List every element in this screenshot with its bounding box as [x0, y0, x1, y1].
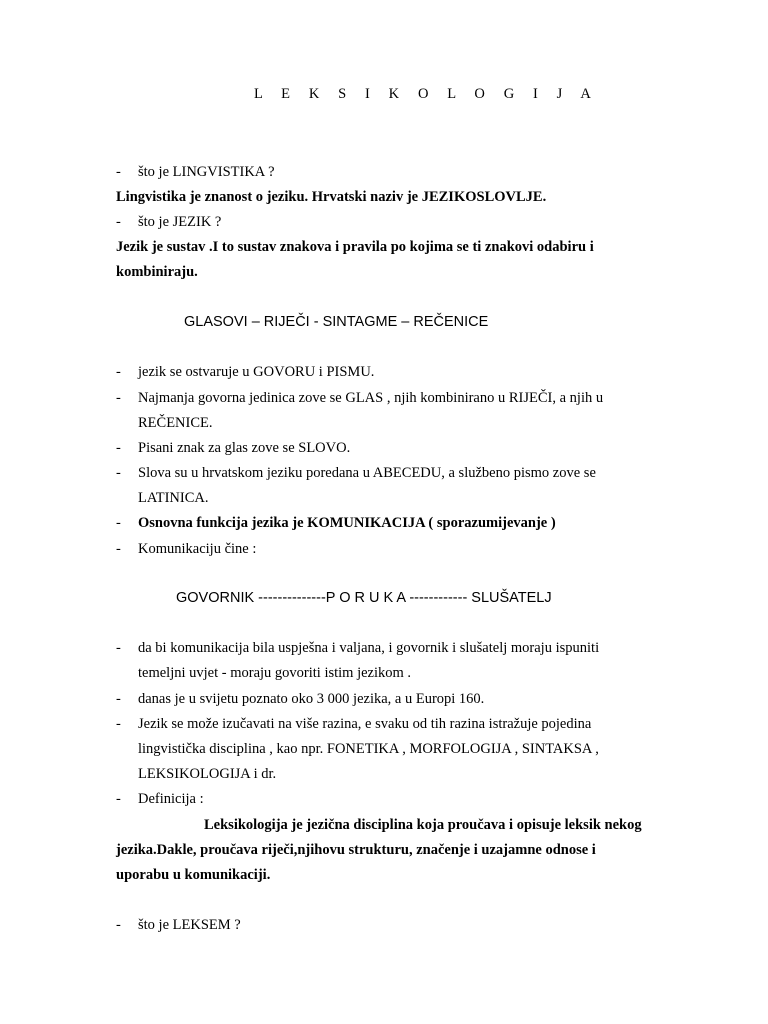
- bullet-uvjet-line1: da bi komunikacija bila uspješna i valjana, i govornik i slušatelj moraju ispuniti: [138, 640, 600, 656]
- language-units-line: GLASOVI – RIJEČI - SINTAGME – REČENICE: [184, 314, 489, 330]
- bullet-dash: -: [116, 390, 121, 406]
- bullet-razine-line1: Jezik se može izučavati na više razina, e svaku od tih razina istražuje pojedina: [138, 716, 592, 732]
- question-lingvistika: što je LINGVISTIKA ?: [138, 164, 275, 180]
- definition-line2: jezika.Dakle, proučava riječi,njihovu strukturu, značenje i uzajamne odnose i: [116, 842, 596, 858]
- document-title: L E K S I K O L O G I J A: [254, 86, 599, 102]
- bullet-dash: -: [116, 791, 121, 807]
- bullet-dash: -: [116, 917, 121, 933]
- answer-jezik-line1: Jezik je sustav .I to sustav znakova i pravila po kojima se ti znakovi odabiru i: [116, 239, 594, 255]
- bullet-dash: -: [116, 440, 121, 456]
- bullet-glas-line1: Najmanja govorna jedinica zove se GLAS , njih kombinirano u RIJEČI, a njih u: [138, 390, 604, 406]
- bullet-komunikaciju-cine: Komunikaciju čine :: [138, 541, 257, 557]
- bullet-abeceda-line1: Slova su u hrvatskom jeziku poredana u ABECEDU, a službeno pismo zove se: [138, 465, 596, 481]
- bullet-razine-line3: LEKSIKOLOGIJA i dr.: [138, 766, 277, 782]
- answer-lingvistika: Lingvistika je znanost o jeziku. Hrvatski naziv je JEZIKOSLOVLJE.: [116, 189, 547, 205]
- bullet-dash: -: [116, 541, 121, 557]
- communication-line: GOVORNIK --------------P O R U K A ------------ SLUŠATELJ: [176, 590, 552, 606]
- bullet-broj-jezika: danas je u svijetu poznato oko 3 000 jezika, a u Europi 160.: [138, 691, 485, 707]
- bullet-dash: -: [116, 640, 121, 656]
- bullet-govor-pismo: jezik se ostvaruje u GOVORU i PISMU.: [138, 364, 375, 380]
- definition-line3: uporabu u komunikaciji.: [116, 867, 271, 883]
- bullet-dash: -: [116, 164, 121, 180]
- bullet-dash: -: [116, 364, 121, 380]
- question-leksem: što je LEKSEM ?: [138, 917, 241, 933]
- bullet-dash: -: [116, 691, 121, 707]
- bullet-razine-line2: lingvistička disciplina , kao npr. FONETIKA , MORFOLOGIJA , SINTAKSA ,: [138, 741, 599, 757]
- bullet-dash: -: [116, 515, 121, 531]
- bullet-abeceda-line2: LATINICA.: [138, 490, 209, 506]
- question-jezik: što je JEZIK ?: [138, 214, 222, 230]
- definition-line1: Leksikologija je jezična disciplina koja proučava i opisuje leksik nekog: [204, 817, 642, 833]
- answer-jezik-line2: kombiniraju.: [116, 264, 198, 280]
- bullet-dash: -: [116, 716, 121, 732]
- bullet-dash: -: [116, 465, 121, 481]
- bullet-definicija: Definicija :: [138, 791, 204, 807]
- bullet-uvjet-line2: temeljni uvjet - moraju govoriti istim jezikom .: [138, 665, 412, 681]
- bullet-slovo: Pisani znak za glas zove se SLOVO.: [138, 440, 351, 456]
- bullet-dash: -: [116, 214, 121, 230]
- bullet-funkcija: Osnovna funkcija jezika je KOMUNIKACIJA ( sporazumijevanje ): [138, 515, 556, 531]
- bullet-glas-line2: REČENICE.: [138, 415, 213, 431]
